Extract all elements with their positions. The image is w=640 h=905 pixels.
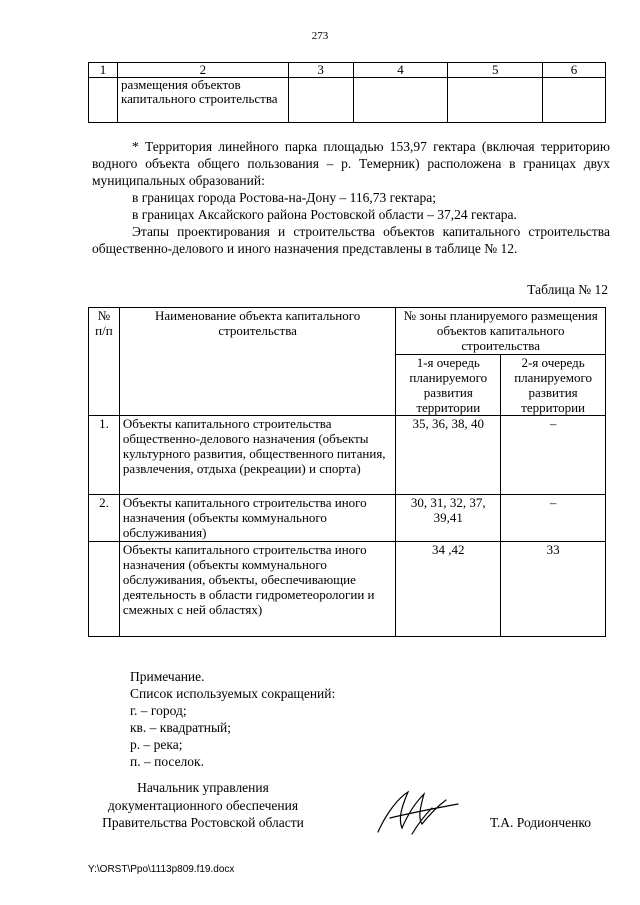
paragraph-aksay: в границах Аксайского района Ростовской области – 37,24 гектара. [132, 207, 517, 222]
paragraph-rostov: в границах города Ростова-на-Дону – 116,73 гектара; [132, 190, 436, 205]
row-number: 1. [89, 416, 120, 495]
paragraph-stages: Этапы проектирования и строительства объектов капитального строительства общественно-делового и иного назначения представлены в таблице № 12. [92, 224, 610, 256]
note-item: кв. – квадратный; [130, 720, 231, 735]
column-number-cell: 4 [353, 63, 448, 78]
table-cell [288, 78, 353, 123]
table-header-row [89, 63, 606, 78]
signature-line: Правительства Ростовской области [102, 815, 304, 830]
row-number [89, 542, 120, 637]
signature-line: документационного обеспечения [107, 797, 299, 813]
note-item: р. – река; [130, 737, 183, 752]
column-number-cell: 1 [89, 63, 118, 78]
signatory-name: Т.А. Родионченко [490, 815, 591, 830]
table-cell [543, 78, 606, 123]
header-queue-1: 1-я очередь планируемого развития территории [396, 355, 501, 416]
table-12 [88, 307, 606, 637]
header-num: № п/п [89, 308, 120, 416]
table-header-row [89, 308, 606, 355]
table-cell: размещения объектов капитального строительства [117, 78, 288, 123]
table-cell [353, 78, 448, 123]
column-number-cell: 5 [448, 63, 543, 78]
table-row [89, 416, 606, 495]
signature-title [88, 779, 318, 832]
row-name: Объекты капитального строительства общественно-делового назначения (объекты культурного развития, общественного питания, развлечения, отдыха (рекреации) и спорта) [119, 416, 395, 495]
paragraph-territory: * Территория линейного парка площадью 153,97 гектара (включая территорию водного объекта общего пользования – р. Темерник) расположена в границах двух муниципальных образований: [92, 139, 610, 188]
note-title: Примечание. [130, 669, 205, 684]
note-subtitle: Список используемых сокращений: [130, 686, 336, 701]
table-row [89, 78, 606, 123]
row-name: Объекты капитального строительства иного назначения (объекты коммунального обслуживания) [119, 495, 395, 542]
row-queue-1: 30, 31, 32, 37, 39,41 [396, 495, 501, 542]
table-cell [448, 78, 543, 123]
signature-line: Начальник управления [137, 780, 269, 795]
header-name: Наименование объекта капитального строительства [119, 308, 395, 416]
column-number-cell: 3 [288, 63, 353, 78]
table-row [89, 542, 606, 637]
row-queue-2: – [501, 495, 606, 542]
column-number-cell: 6 [543, 63, 606, 78]
table-caption: Таблица № 12 [527, 282, 608, 297]
note-item: г. – город; [130, 703, 187, 718]
continued-table [88, 62, 606, 123]
row-queue-2: 33 [501, 542, 606, 637]
file-path-footer: Y:\ORST\Ppo\1113p809.f19.docx [88, 864, 235, 875]
note-item: п. – поселок. [130, 754, 204, 769]
header-queue-2: 2-я очередь планируемого развития территории [501, 355, 606, 416]
handwritten-signature [372, 784, 464, 842]
row-queue-1: 34 ,42 [396, 542, 501, 637]
column-number-cell: 2 [117, 63, 288, 78]
row-number: 2. [89, 495, 120, 542]
header-zone: № зоны планируемого размещения объектов капитального строительства [396, 308, 606, 355]
table-cell [89, 78, 118, 123]
row-name: Объекты капитального строительства иного назначения (объекты коммунального обслуживания, объекты, обеспечивающие деятельность в области гидрометеорологии и смежных с ней областях) [119, 542, 395, 637]
table-row [89, 495, 606, 542]
body-text [92, 138, 610, 257]
row-queue-2: – [501, 416, 606, 495]
page-number: 273 [311, 30, 329, 42]
row-queue-1: 35, 36, 38, 40 [396, 416, 501, 495]
